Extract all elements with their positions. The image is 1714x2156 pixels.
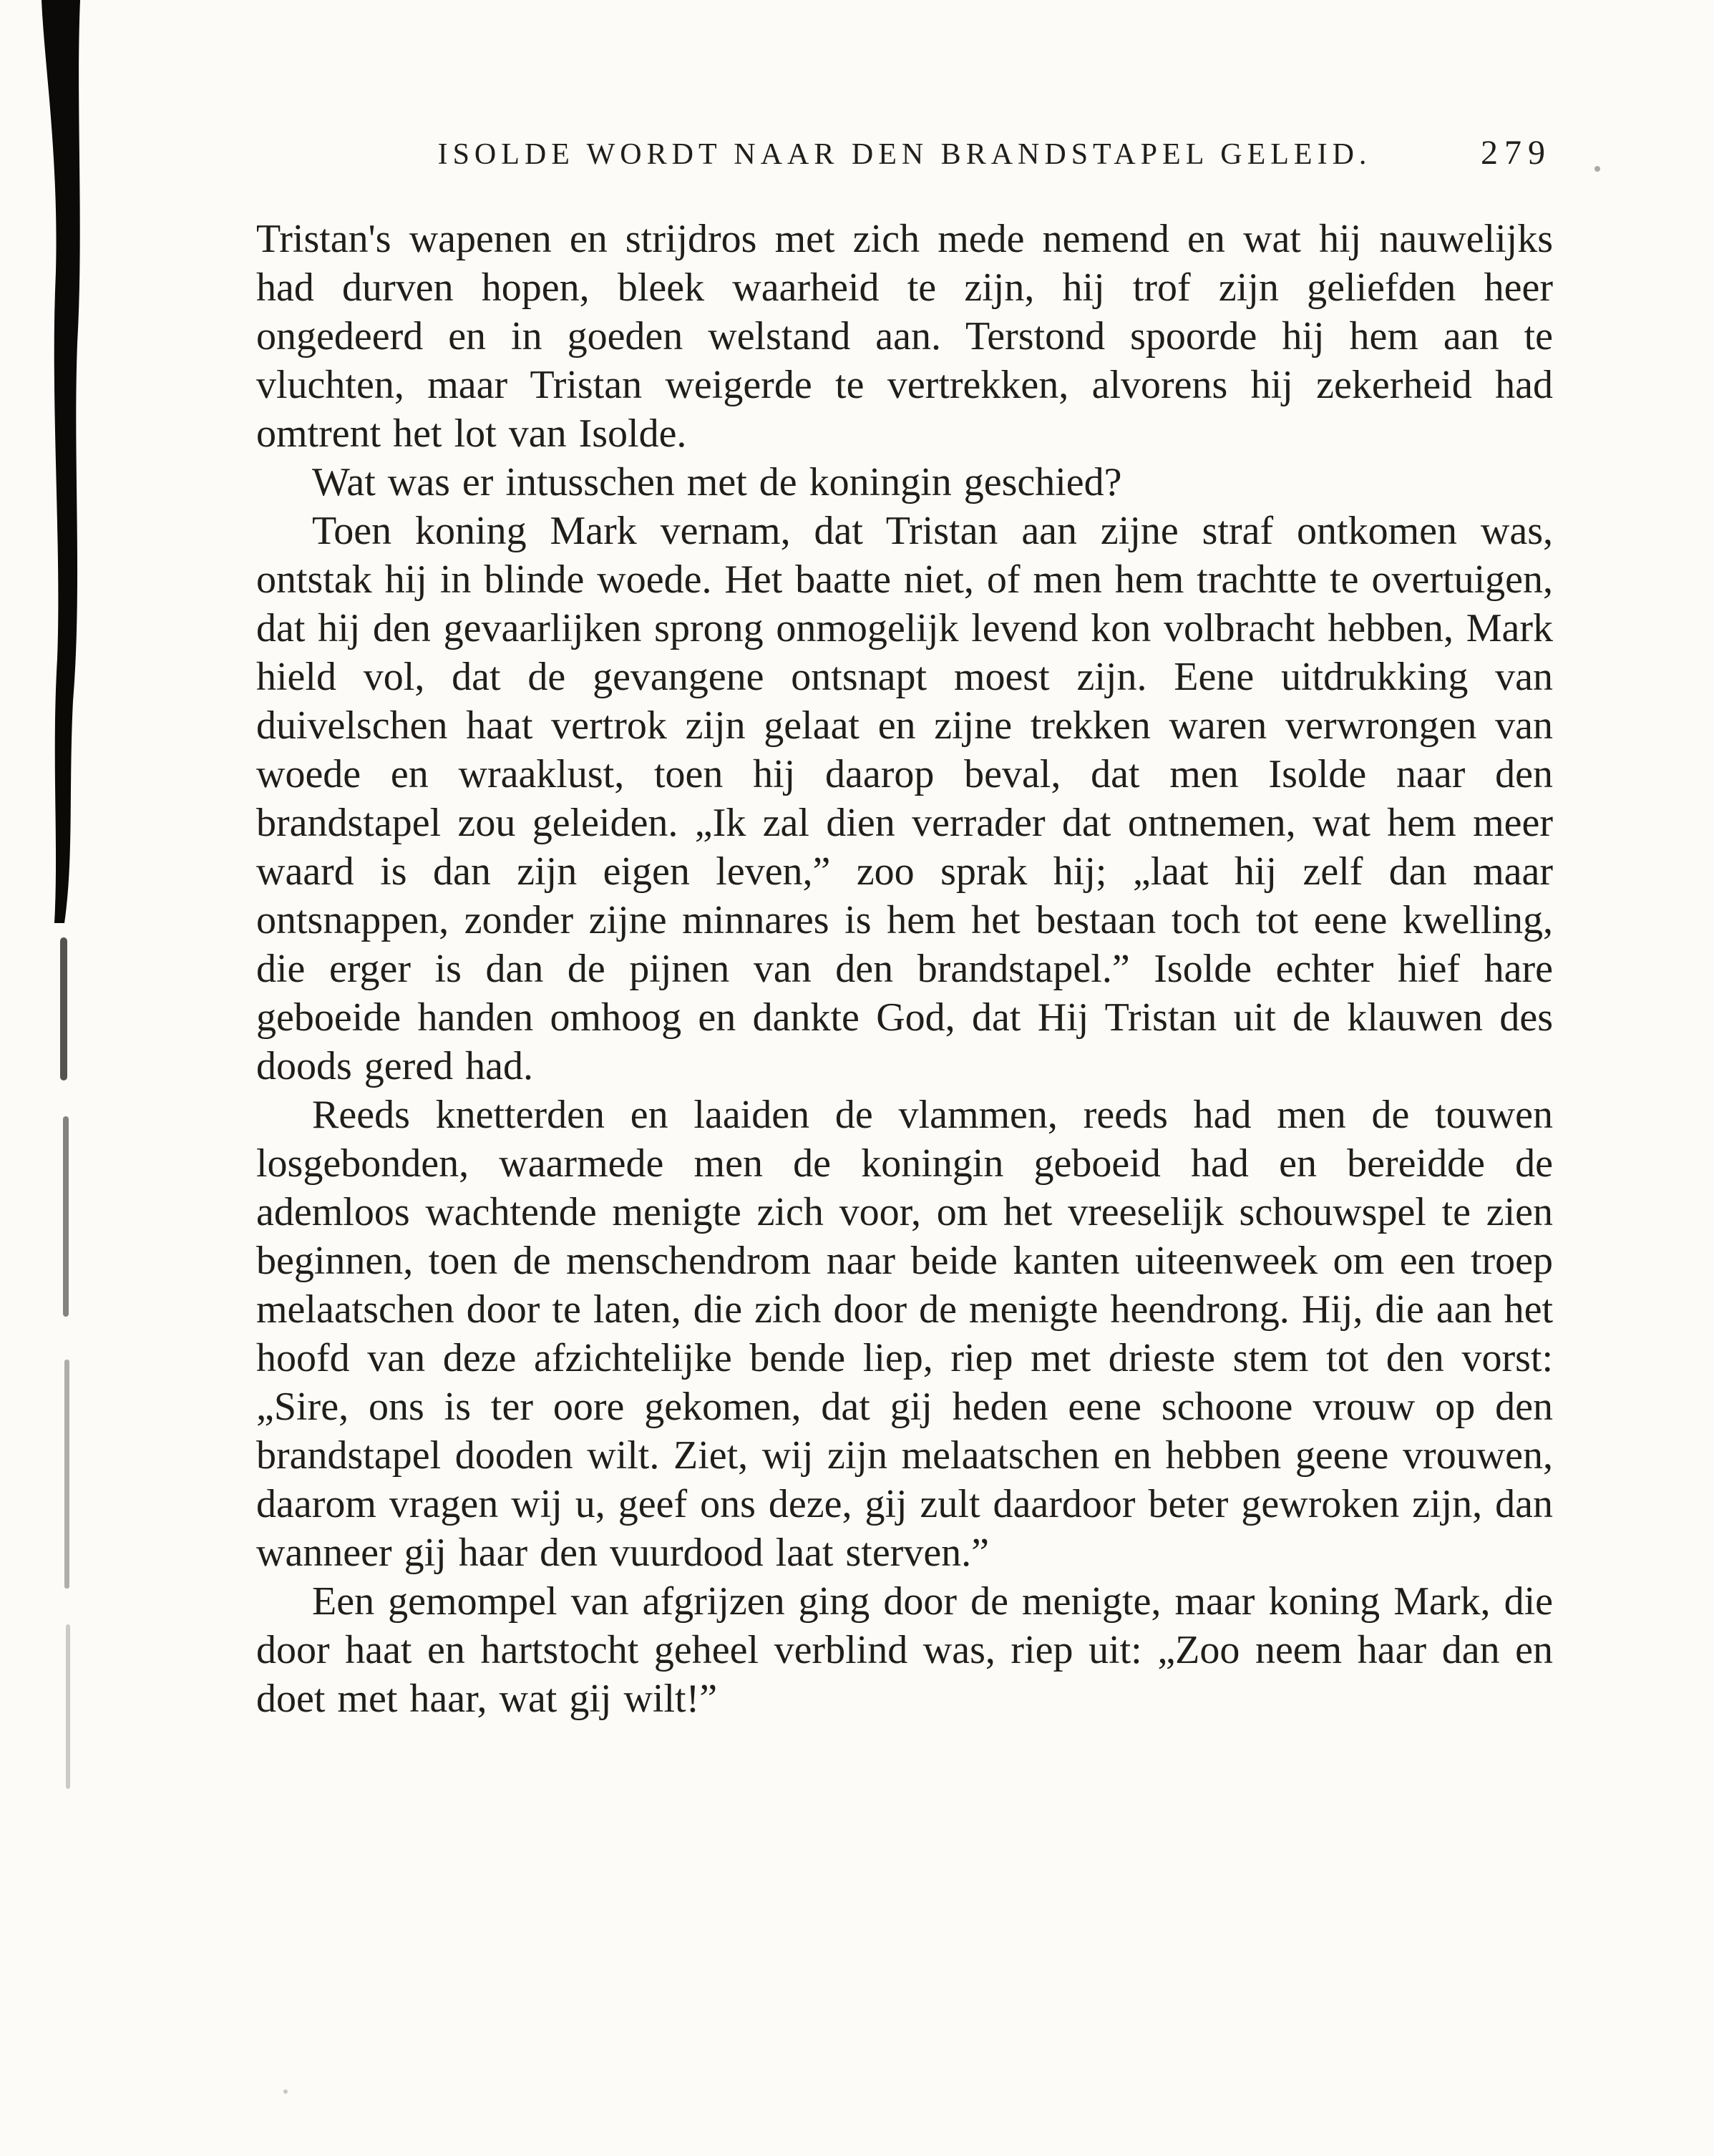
paragraph: Toen koning Mark vernam, dat Tristan aan zijne straf ontkomen was, ontstak hij in blinde woede. Het baatte niet, of men hem trachtte te overtuigen, dat hij den gevaarlijken sprong onmogelijk levend kon volbracht hebben, Mark hield vol, dat de gevangene ontsnapt moest zijn. Eene uitdrukking van duivelschen haat vertrok zijn gelaat en zijne trekken waren verwrongen van woede en wraaklust, toen hij daarop beval, dat men Isolde naar den brandstapel zou geleiden. „Ik zal dien verrader dat ontnemen, wat hem meer waard is dan zijn eigen leven,” zoo sprak hij; „laat hij zelf dan maar ontsnappen, zonder zijne minnares is hem het bestaan toch tot eene kwelling, die erger is dan de pijnen van den brandstapel.” Isolde echter hief hare geboeide handen omhoog en dankte God, dat Hij Tristan uit de klauwen des doods gered had. <box>256 509 1553 1088</box>
page-number: 279 <box>1481 134 1552 172</box>
paragraph: Een gemompel van afgrijzen ging door de menigte, maar koning Mark, die door haat en hartstocht geheel verblind was, riep uit: „Zoo neem haar dan en doet met haar, wat gij wilt!” <box>256 1579 1553 1721</box>
paragraph-continuation: Tristan's wapenen en strijdros met zich mede nemend en wat hij nauwelijks had durven hopen, bleek waarheid te zijn, hij trof zijn geliefden heer ongedeerd en in goeden welstand aan. Terstond spoorde hij hem aan te vluchten, maar Tristan weigerde te vertrekken, alvorens hij zekerheid had omtrent het lot van Isolde. <box>256 217 1553 456</box>
binding-shadow-icon <box>29 0 122 1832</box>
paragraph: Reeds knetterden en laaiden de vlammen, reeds had men de touwen losgebonden, waarmede men de koningin geboeid had en bereidde de ademloos wachtende menigte zich voor, om het vreeselijk schouwspel te zien beginnen, toen de menschendrom naar beide kanten uiteenweek om een troep melaatschen door te laten, die zich door de menigte heendrong. Hij, die aan het hoofd van deze afzichtelijke bende liep, riep met drieste stem tot den vorst: „Sire, ons is ter oore gekomen, dat gij heden eene schoone vrouw op den brandstapel dooden wilt. Ziet, wij zijn melaatschen en hebben geene vrouwen, daarom vragen wij u, geef ons deze, gij zult daardoor beter gewroken zijn, dan wanneer gij haar den vuurdood laat sterven.” <box>256 1093 1553 1575</box>
scan-speck <box>1594 166 1600 172</box>
scan-speck <box>283 2089 288 2094</box>
page-header <box>256 134 1553 179</box>
running-title: ISOLDE WORDT NAAR DEN BRANDSTAPEL GELEID. <box>437 138 1372 171</box>
text-block <box>256 134 1553 1723</box>
paragraph: Wat was er intusschen met de koningin geschied? <box>312 460 1122 504</box>
